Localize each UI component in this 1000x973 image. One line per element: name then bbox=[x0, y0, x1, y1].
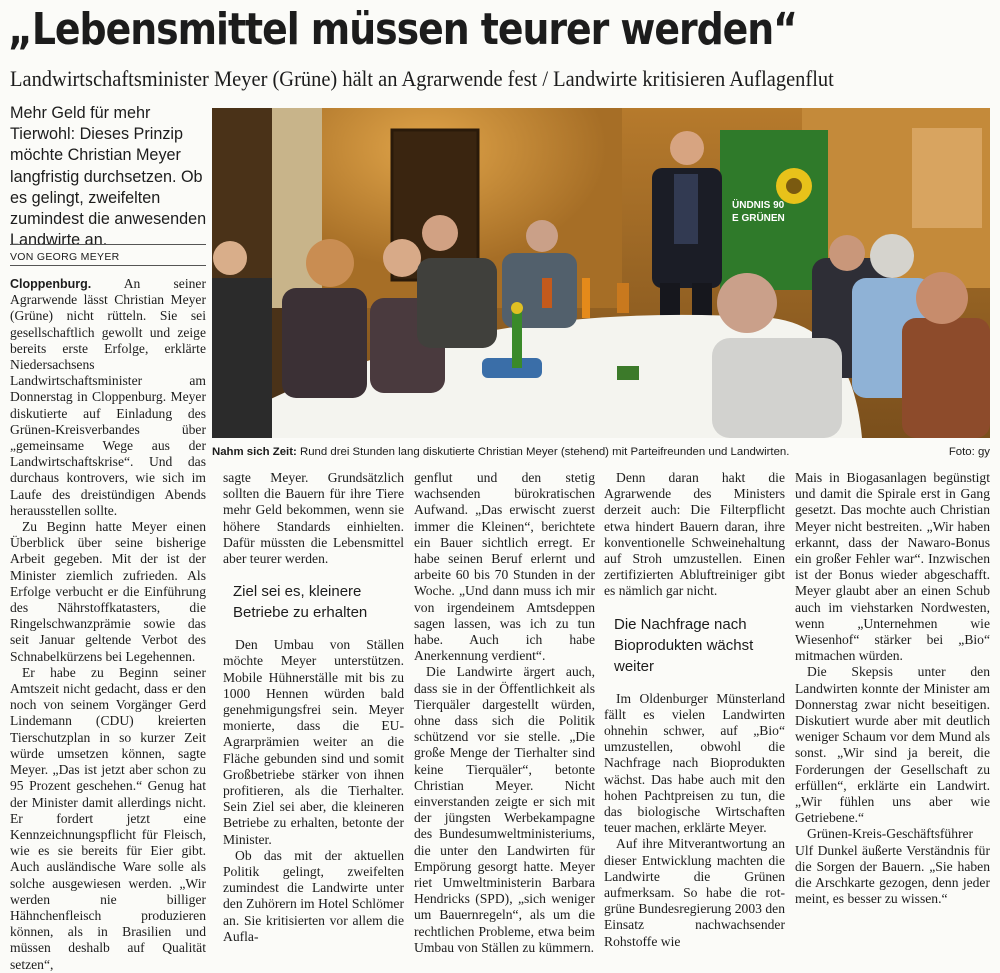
column-5 bbox=[795, 470, 990, 907]
lead-paragraph: Mehr Geld für mehr Tierwohl: Dieses Prinzip möchte Christian Meyer langfristig durchsetzen. Ob es gelingt, zweifelten zumindest die anwesenden Landwirte an. bbox=[10, 104, 207, 250]
photo-illustration bbox=[212, 108, 990, 438]
paragraph: Er habe zu Beginn seiner Amtszeit nicht gedacht, dass er den noch von seinem Vorgänger Gerd Lindemann (CDU) kreierten Tierschutzplan in so kurzer Zeit würde umsetzen können, sagte Meyer. „Das ist jetzt aber schon zu 95 Prozent geschehen.“ Genug hat der Minister damit allerdings nicht. Er fordert jetzt eine Kennzeichnungspflicht für Fleisch, wie es sie bereits für Eier gibt. Auch ausländische Ware solle als solche ausgewiesen werden. „Wir werden nie billiger Hähnchenfleisch produzieren können, als in Brasilien und müssen deshalb auf Qualität setzen“, bbox=[10, 664, 206, 972]
interheading: Die Nachfrage nach Bioprodukten wächst weiter bbox=[614, 615, 754, 675]
paragraph: Mais in Biogasanlagen begünstigt und damit die Spirale erst in Gang gesetzt. Das mochte auch Christian Meyer nicht bestreiten. „Wir haben erkannt, dass der Nawaro-Bonus ein großer Fehler war“. Inzwischen ist der Bonus wieder abgeschafft. Meyer glaubt aber an einen Schub auch im viehstarken Nordwesten, wenn „Unternehmen wie Wiesenhof“ stärker bei „Bio“ mitmachen würden. bbox=[795, 470, 990, 664]
interheading: Ziel sei es, kleinere Betriebe zu erhalten bbox=[233, 583, 368, 622]
paragraph: Zu Beginn hatte Meyer einen Überblick über seine bisherige Arbeit gegeben. Mit der ist der Minister ziemlich zufrieden. Als Erfolge verbucht er die Einführung des Nährstoffkatasters, die Ringelschwanzprämie sowie das seit Januar geltende Verbot des Schnabelkürzens bei Legehennen. bbox=[10, 519, 206, 664]
column-3 bbox=[414, 470, 595, 956]
article-photo bbox=[212, 108, 990, 438]
photo-caption bbox=[212, 444, 990, 460]
paragraph bbox=[10, 276, 206, 519]
paragraph: Grünen-Kreis-Geschäftsführer Ulf Dunkel äußerte Verständnis für die Sorgen der Bauern. „Sie haben die Arschkarte gezogen, denn jeder meint, es besser zu wissen.“ bbox=[795, 826, 990, 907]
paragraph: Denn daran hakt die Agrarwende des Ministers derzeit auch: Die Filterpflicht etwa hindert Bauern daran, ihre konventionelle Schweinehaltung auf Stroh umzustellen. Einen zertifizierten Abluftreiniger gibt es nämlich gar nicht. bbox=[604, 470, 785, 599]
paragraph: Die Skepsis unter den Landwirten konnte der Minister am Donnerstag zwar nicht beseitigen. Diskutiert wurde aber mit deutlich weniger Schaum vor dem Mund als sonst. „Wir sind ja bereit, die Forderungen der Gesellschaft zu erfüllen“, erklärte ein Landwirt. „Wir fühlen uns aber wie Getriebene.“ bbox=[795, 664, 990, 826]
paragraph: Auf ihre Mitverantwortung an dieser Entwicklung machten die Landwirte die Grünen aufmerksam. So habe die rot-grüne Bundesregierung 2003 den Einsatz nachwachsender Rohstoffe wie bbox=[604, 836, 785, 949]
paragraph: genflut und den stetig wachsenden bürokratischen Aufwand. „Das erwischt zuerst immer die Kleinen“, berichtete ein Bauer sichtlich erregt. Er habe seinen Beruf erlernt und arbeite 60 bis 70 Stunden in der Woche. „Und dann muss ich mir von irgendeinem Amtsdeppen sagen lassen, was ich zu tun habe. Auch ich habe Anerkennung verdient“. bbox=[414, 470, 595, 664]
paragraph: Den Umbau von Ställen möchte Meyer unterstützen. Mobile Hühnerställe mit bis zu 1000 Hennen würden bald genehmigungsfrei sein. Meyer monierte, dass die EU-Agrarprämien weiter an die Fläche gebunden sind und somit Großbetriebe stärker von ihnen profitieren, als die Tierhalter. Sein Ziel sei aber, die kleineren Betriebe zu erhalten, betonte der Minister. bbox=[223, 637, 404, 847]
headline: „Lebensmittel müssen teurer werden“ bbox=[8, 4, 798, 55]
paragraph: sagte Meyer. Grundsätzlich sollten die Bauern für ihre Tiere mehr Geld bekommen, wenn sie höhere Standards einhielten. Dafür müssten die Lebensmittel aber teurer werden. bbox=[223, 470, 404, 567]
banner-text-2: E GRÜNEN bbox=[732, 213, 785, 224]
paragraph: Die Landwirte ärgert auch, dass sie in der Öffentlichkeit als Tierquäler dargestellt würden, ohne dass sich die Politik schützend vor sie stelle. „Die große Menge der Tierhalter sind keine Tierquäler“, betonte Christian Meyer. Nicht einverstanden zeigte er sich mit der jüngsten Werbekampagne des Bundesumweltministeriums, die unter den Landwirten für Empörung gesorgt hatte. Meyer riet Umweltministerin Barbara Hendricks (SPD), „sich weniger um Bauernregeln“, als um die rechtlichen Probleme, etwa beim Umbau von Ställen zu kümmern. bbox=[414, 664, 595, 955]
paragraph: Ob das mit der aktuellen Politik gelingt, zweifelten zumindest die Landwirte unter den Zuhörern im Hotel Schlömer an. Sie kritisierten vor allem die Aufla- bbox=[223, 847, 404, 944]
byline: VON GEORG MEYER bbox=[10, 251, 120, 263]
column-4 bbox=[604, 470, 785, 950]
lead-divider bbox=[10, 244, 206, 245]
byline-divider bbox=[10, 265, 206, 266]
photo-credit: Foto: gy bbox=[948, 446, 990, 458]
column-1 bbox=[10, 276, 206, 973]
paragraph: Im Oldenburger Münsterland fällt es vielen Landwirten ohnehin schwer, auf „Bio“ umzustellen, obwohl die Nachfrage nach Bioprodukten wächst. Das habe auch mit den hohen Pachtpreisen zu tun, die das biologische Wirtschaften teuer machen, erklärte Meyer. bbox=[604, 690, 785, 836]
dateline: Cloppenburg. bbox=[10, 277, 92, 291]
caption-text: Rund drei Stunden lang diskutierte Christian Meyer (stehend) mit Parteifreunden und Landwirten. bbox=[299, 446, 790, 458]
caption-label: Nahm sich Zeit: bbox=[212, 446, 297, 458]
subheadline: Landwirtschaftsminister Meyer (Grüne) hält an Agrarwende fest / Landwirte kritisieren Auflagenflut bbox=[10, 66, 834, 91]
banner-text-1: ÜNDNIS 90 bbox=[732, 200, 785, 211]
paragraph-text: An seiner Agrarwende lässt Christian Meyer (Grüne) nicht rütteln. Sie sei gesellschaftlich gewollt und zeige bereits erste Erfolge, erklärte Niedersachsens Landwirtschaftsminister am Donnerstag in Cloppenburg. Meyer diskutierte auf Einladung des Grünen-Kreisverbandes über „gemeinsame Wege aus der Landwirtschaftskrise“. Und das durchaus kontrovers, wie sich im Laufe des dreistündigen Abends herausstellen sollte. bbox=[10, 276, 206, 518]
column-2 bbox=[223, 470, 404, 945]
